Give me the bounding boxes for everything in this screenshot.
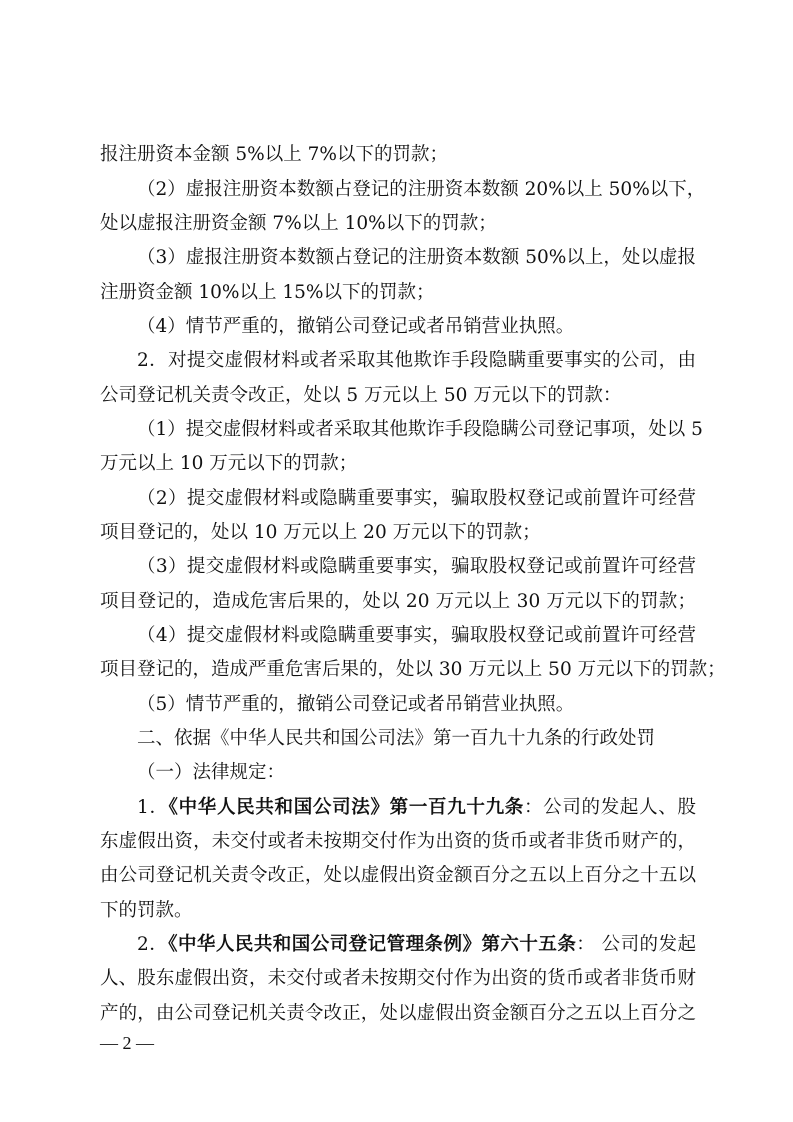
subsection-heading: （一）法律规定： <box>137 762 286 783</box>
article-2-first-line <box>137 932 696 958</box>
body-line: 公司登记机关责令改正，处以 5 万元以上 50 万元以下的罚款： <box>100 385 622 406</box>
article-2-title: 《中华人民共和国公司登记管理条例》第六十五条 <box>168 934 577 955</box>
article-1-first-line <box>137 795 696 821</box>
article-1-title: 《中华人民共和国公司法》第一百九十九条 <box>168 797 524 818</box>
body-line: 注册资金额 10%以上 15%以下的罚款； <box>100 282 435 303</box>
body-line: 东虚假出资，未交付或者未按期交付作为出资的货币或者非货币财产的， <box>100 831 696 852</box>
body-line: （4）提交虚假材料或隐瞒重要事实，骗取股权登记或前置许可经营 <box>137 625 696 646</box>
body-line: 万元以上 10 万元以下的罚款； <box>100 453 358 474</box>
article-2-number: 2． <box>137 934 169 955</box>
section-heading: 二、依据《中华人民共和国公司法》第一百九十九条的行政处罚 <box>137 728 656 749</box>
body-line: 由公司登记机关责令改正，处以虚假出资金额百分之五以上百分之十五以 <box>100 865 696 886</box>
body-line: 处以虚报注册资金额 7%以上 10%以下的罚款； <box>100 213 497 234</box>
body-line: （4）情节严重的，撤销公司登记或者吊销营业执照。 <box>137 316 575 337</box>
body-line: （1）提交虚假材料或者采取其他欺诈手段隐瞒公司登记事项，处以 5 <box>137 419 703 440</box>
body-line: 项目登记的，处以 10 万元以上 20 万元以下的罚款； <box>100 522 541 543</box>
page-number: — 2 — <box>100 1033 154 1053</box>
body-line: （3）虚报注册资本数额占登记的注册资本数额 50%以上，处以虚报 <box>137 247 696 268</box>
body-line: 项目登记的，造成危害后果的，处以 20 万元以上 30 万元以下的罚款； <box>100 591 696 612</box>
article-1-number: 1． <box>137 797 169 818</box>
body-line: 下的罚款。 <box>100 900 193 921</box>
article-1-text: ：公司的发起人、股 <box>523 797 696 818</box>
article-2-text: ： 公司的发起 <box>576 934 696 955</box>
body-line: 产的，由公司登记机关责令改正，处以虚假出资金额百分之五以上百分之 <box>100 1003 696 1024</box>
body-line: 人、股东虚假出资，未交付或者未按期交付作为出资的货币或者非货币财 <box>100 968 696 989</box>
body-line: （2）虚报注册资本数额占登记的注册资本数额 20%以上 50%以下， <box>137 179 706 200</box>
body-line: （3）提交虚假材料或隐瞒重要事实，骗取股权登记或前置许可经营 <box>137 556 696 577</box>
body-line: （2）提交虚假材料或隐瞒重要事实，骗取股权登记或前置许可经营 <box>137 488 696 509</box>
body-line: （5）情节严重的，撤销公司登记或者吊销营业执照。 <box>137 694 575 715</box>
body-line: 项目登记的，造成严重危害后果的，处以 30 万元以上 50 万元以下的罚款； <box>100 659 726 680</box>
body-line: 报注册资本金额 5%以上 7%以下的罚款； <box>100 144 448 165</box>
body-line: 2．对提交虚假材料或者采取其他欺诈手段隐瞒重要事实的公司，由 <box>137 350 696 371</box>
